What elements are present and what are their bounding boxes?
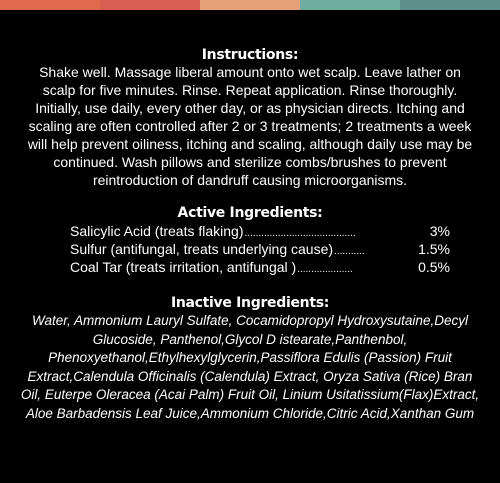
active-ingredient-row <box>70 259 450 277</box>
instructions-text: Shake well. Massage liberal amount onto wet scalp. Leave lather on scalp for five minutes. Rinse. Repeat application. Rinse thoroughly. Initially, use daily, every other day, or as physician directs. Itching and scaling are often controlled after 2 or 3 treatments; 2 treatments a week will help prevent oiliness, itching and scaling, although daily use may be continued. Wash pillows and sterilize combs/brushes to prevent reintroduction of dandruff causing microorganisms. <box>27 64 473 188</box>
inactive-ingredients-heading: Inactive Ingredients: <box>170 295 330 311</box>
stripe-2 <box>100 0 200 10</box>
ingredient-percent: 0.5% <box>418 259 450 275</box>
stripe-4 <box>300 0 400 10</box>
inactive-ingredients-text: Water, Ammonium Lauryl Sulfate, Cocamidopropyl Hydroxysutaine,Decyl Glucoside, Panthenol,Glycol D istearate,Panthenbol, Phenoxyethanol,Ethylhexylglycerin,Passiflora Edulis (Passion) Fruit Extract,Calendula Officinalis (Calendula) Extract, Oryza Sativa (Rice) Bran Oil, Euterpe Oleracea (Acai Palm) Fruit Oil, Linium Usitatissium(Flax)Extract, Aloe Barbadensis Leaf Juice,Ammonium Chloride,Citric Acid,Xanthan Gum <box>20 313 480 421</box>
ingredient-name: Coal Tar (treats irritation, antifungal ) <box>70 259 297 275</box>
stripe-3 <box>200 0 300 10</box>
ingredient-name: Salicylic Acid (treats flaking) <box>70 223 244 239</box>
active-ingredient-row <box>70 241 450 259</box>
stripe-1 <box>0 0 100 10</box>
active-ingredients-list <box>70 223 450 277</box>
instructions-heading: Instructions: <box>201 47 299 63</box>
color-stripe-bar <box>0 0 500 10</box>
leader-dots: ........................................ <box>244 228 356 239</box>
active-ingredients-heading: Active Ingredients: <box>177 205 323 221</box>
leader-dots: .................... <box>297 264 353 275</box>
active-ingredient-row <box>70 223 450 241</box>
leader-dots: ........... <box>334 246 365 257</box>
ingredient-percent: 3% <box>429 223 450 239</box>
ingredient-percent: 1.5% <box>418 241 450 257</box>
ingredient-name: Sulfur (antifungal, treats underlying cause) <box>70 241 334 257</box>
stripe-5 <box>400 0 500 10</box>
